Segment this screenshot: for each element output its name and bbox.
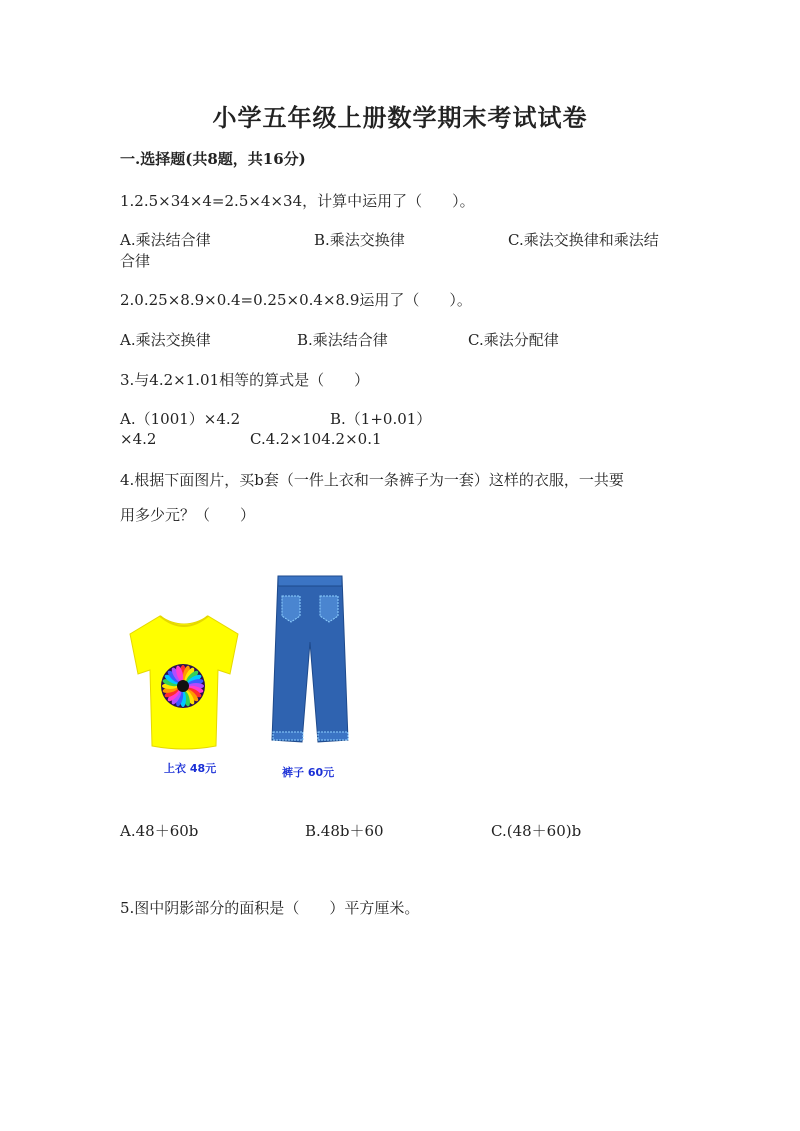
shirt-price-caption: 上衣 48元 bbox=[164, 762, 217, 775]
page-title: 小学五年级上册数学期末考试试卷 bbox=[212, 103, 588, 132]
pants-price-caption: 裤子 60元 bbox=[282, 766, 335, 779]
question-2-stem: 2.0.25×8.9×0.4=0.25×0.4×8.9运用了（ ）。 bbox=[120, 291, 472, 309]
question-1-option-b: B.乘法交换律 bbox=[314, 231, 405, 249]
question-3-option-b: B.（1+0.01） bbox=[330, 410, 432, 428]
question-3-option-c: C.4.2×104.2×0.1 bbox=[250, 430, 382, 448]
flower-graphic bbox=[161, 664, 205, 708]
question-3-option-a: A.（1001）×4.2 bbox=[120, 410, 241, 428]
question-1-stem: 1.2.5×34×4=2.5×4×34，计算中运用了（ ）。 bbox=[120, 192, 475, 210]
tshirt-image bbox=[126, 612, 242, 752]
pants-image bbox=[268, 572, 352, 748]
question-1-option-c-wrap: 合律 bbox=[120, 252, 151, 270]
question-3-option-b-wrap: ×4.2 bbox=[120, 430, 157, 448]
question-4-option-a: A.48＋60b bbox=[120, 822, 199, 840]
question-5-stem: 5.图中阴影部分的面积是（ ）平方厘米。 bbox=[120, 899, 420, 917]
question-1-option-a: A.乘法结合律 bbox=[120, 231, 211, 249]
section-heading: 一.选择题(共8题，共16分) bbox=[120, 150, 306, 168]
question-4-stem-line-2: 用多少元？（ ） bbox=[120, 506, 256, 524]
question-4-option-b: B.48b＋60 bbox=[305, 822, 384, 840]
question-3-stem: 3.与4.2×1.01相等的算式是（ ） bbox=[120, 371, 370, 389]
question-1-option-c: C.乘法交换律和乘法结 bbox=[508, 231, 659, 249]
question-2-option-c: C.乘法分配律 bbox=[468, 331, 559, 349]
question-4-stem-line-1: 4.根据下面图片，买b套（一件上衣和一条裤子为一套）这样的衣服，一共要 bbox=[120, 471, 624, 489]
question-4-option-c: C.(48＋60)b bbox=[491, 822, 582, 840]
question-2-option-b: B.乘法结合律 bbox=[297, 331, 388, 349]
question-2-option-a: A.乘法交换律 bbox=[120, 331, 211, 349]
